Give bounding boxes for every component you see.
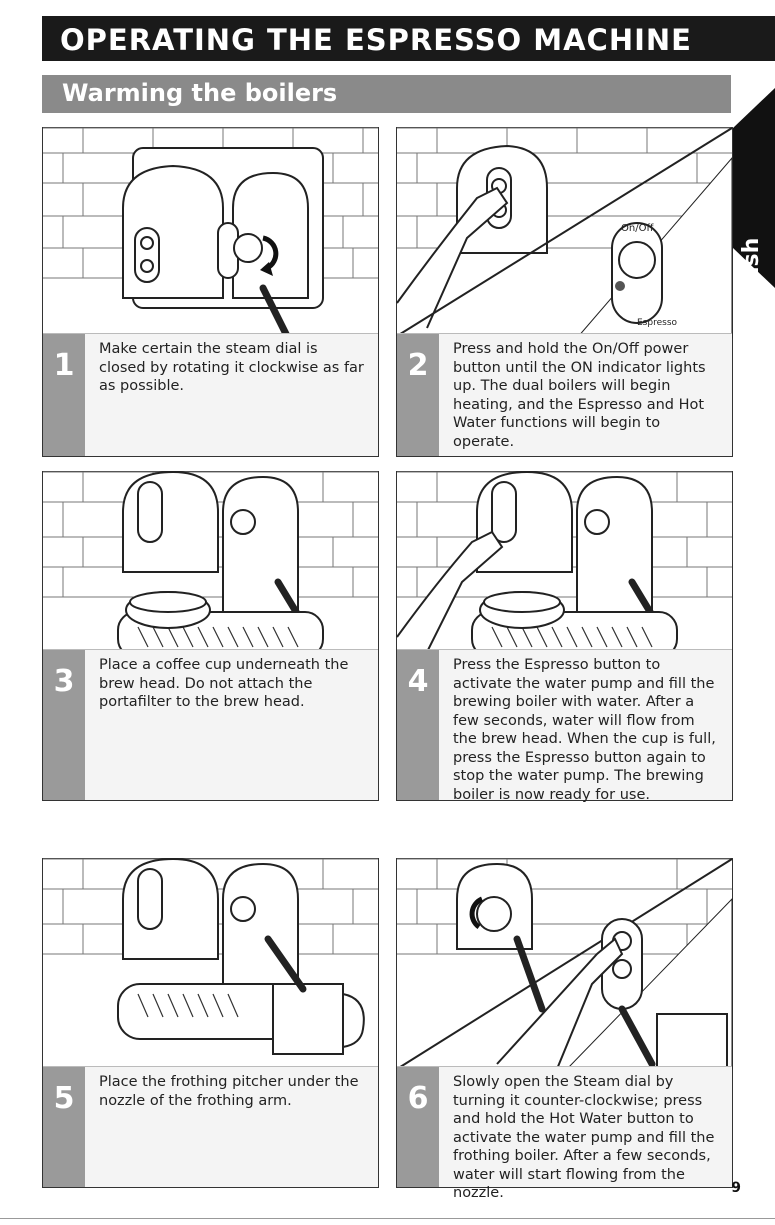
step-number-badge: 2 [397, 334, 439, 456]
step-caption [397, 649, 732, 803]
illustration-espresso-button [397, 472, 732, 672]
step-panel-2 [396, 127, 733, 457]
step-panel-5 [42, 858, 379, 1188]
step-panel-6 [396, 858, 733, 1201]
step-number-badge: 1 [43, 334, 85, 456]
step-text: Press and hold the On/Off power button until the ON indicator lights up. The dual boilers will begin heating, and the Espresso and Hot Water functions will begin to operate. [453, 341, 706, 450]
language-tab-label: English [739, 237, 764, 328]
illustration-steam-dial [43, 128, 378, 336]
step-caption [397, 1066, 732, 1201]
illustration-cup-under-brew-head [43, 472, 378, 672]
step-number-badge: 5 [43, 1067, 85, 1187]
step-text: Make certain the steam dial is closed by rotating it clockwise as far as possible. [99, 341, 364, 394]
page-header-banner [42, 16, 775, 61]
step-caption [43, 649, 378, 800]
step-text: Place a coffee cup underneath the brew head. Do not attach the portafilter to the brew head. [99, 657, 349, 710]
bottom-divider [0, 1218, 775, 1219]
step-text: Press the Espresso button to activate the water pump and fill the brewing boiler with water. After a few seconds, water will flow from the brew head. When the cup is full, press the Espresso button again to stop the water pump. The brewing boiler is now ready for use. [453, 657, 716, 803]
page-title: OPERATING THE ESPRESSO MACHINE [60, 23, 692, 57]
espresso-label: Espresso [637, 318, 678, 328]
language-tab [733, 88, 775, 328]
step-number-badge: 3 [43, 650, 85, 800]
on-off-label: On/Off [621, 223, 654, 234]
step-number-badge: 6 [397, 1067, 439, 1187]
step-text: Place the frothing pitcher under the nozzle of the frothing arm. [99, 1074, 359, 1109]
step-caption [43, 1066, 378, 1187]
section-header-banner [42, 75, 731, 113]
step-caption [43, 333, 378, 456]
step-panel-4 [396, 471, 733, 801]
step-text: Slowly open the Steam dial by turning it counter-clockwise; press and hold the Hot Water button to activate the water pump and fill the frothing boiler. After a few seconds, water will start flowing from the nozzle. [453, 1074, 715, 1201]
step-panel-3 [42, 471, 379, 801]
section-title: Warming the boilers [62, 79, 338, 107]
illustration-power-button [397, 128, 732, 336]
page-number: 9 [731, 1180, 741, 1196]
illustration-steam-dial-open [397, 859, 732, 1069]
step-panel-1 [42, 127, 379, 457]
illustration-frothing-pitcher [43, 859, 378, 1059]
step-caption [397, 333, 732, 456]
step-number-badge: 4 [397, 650, 439, 800]
